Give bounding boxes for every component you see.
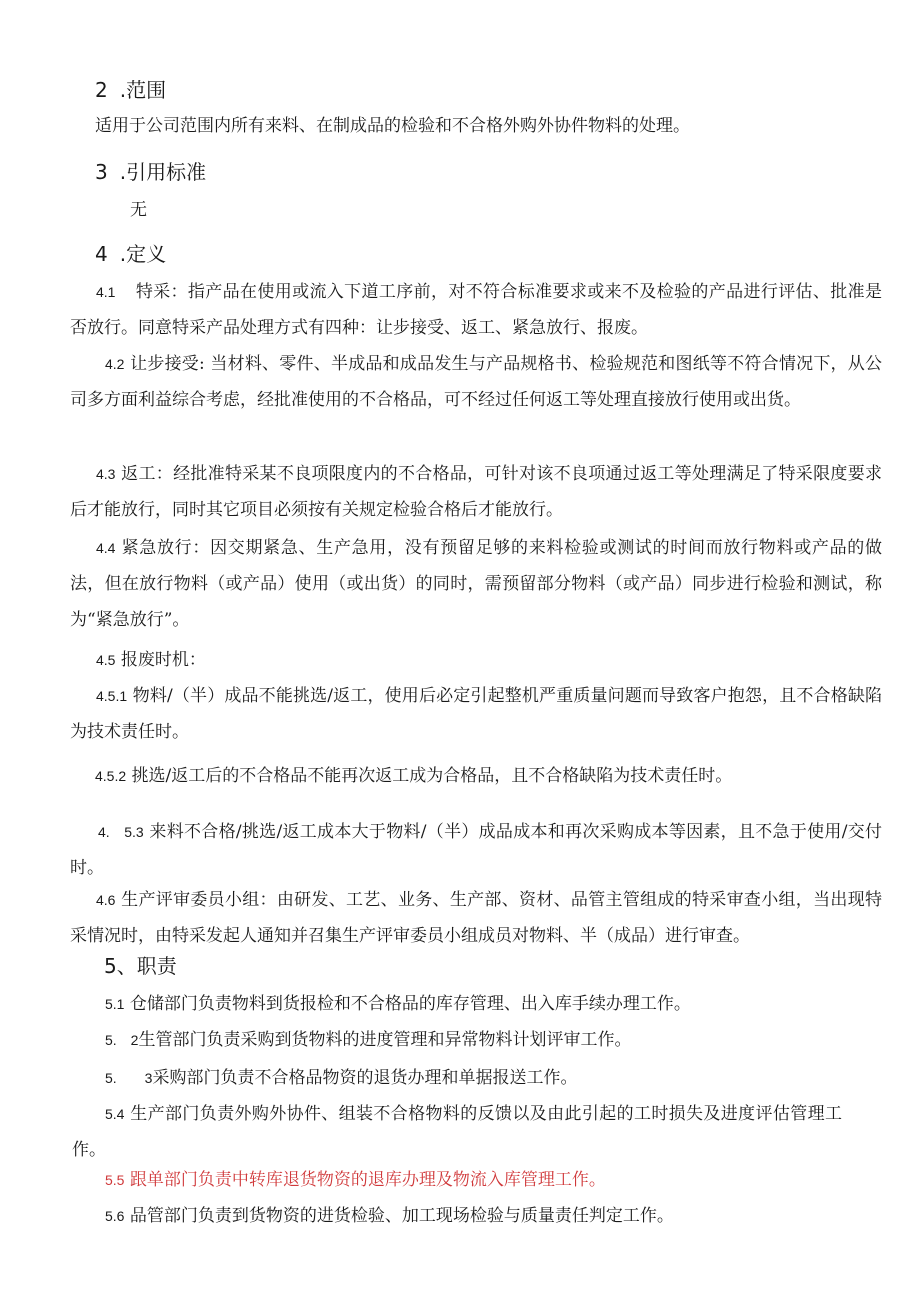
clause-text: 跟单部门负责中转库退货物资的退库办理及物流入库管理工作。	[129, 1170, 606, 1190]
duty-5-6	[105, 1198, 917, 1234]
definition-4-5-3	[70, 814, 882, 886]
duty-5-3	[105, 1060, 917, 1096]
clause-text: 特采：指产品在使用或流入下道工序前，对不符合标准要求或来不及检验的产品进行评估、批准是否放行。同意特采产品处理方式有四种：让步接受、返工、紧急放行、报废。	[70, 282, 882, 338]
clause-number: 4.6	[96, 892, 116, 908]
clause-number: 4. 5.3	[98, 824, 144, 840]
clause-text: 仓储部门负责物料到货报检和不合格品的库存管理、出入库手续办理工作。	[129, 994, 691, 1014]
clause-text: 返工：经批准特采某不良项限度内的不合格品，可针对该不良项通过返工等处理满足了特采限度要求后才能放行，同时其它项目必须按有关规定检验合格后才能放行。	[70, 464, 882, 520]
clause-number: 5. 2	[105, 1032, 139, 1048]
definition-4-5-1	[70, 678, 882, 750]
clause-text: 生产部门负责外购外协件、组装不合格物料的反馈以及由此引起的工时损失及进度评估管理工作。	[72, 1104, 843, 1160]
scope-paragraph: 适用于公司范围内所有来料、在制成品的检验和不合格外购外协件物料的处理。	[95, 116, 690, 136]
clause-number: 4.4	[96, 540, 116, 556]
section-3-heading	[95, 160, 206, 184]
clause-text: 采购部门负责不合格品物资的退货办理和单据报送工作。	[152, 1068, 578, 1088]
section-title: .定义	[119, 242, 167, 266]
clause-text: 紧急放行：因交期紧急、生产急用，没有预留足够的来料检验或测试的时间而放行物料或产品的做法，但在放行物料（或产品）使用（或出货）的同时，需预留部分物料（或产品）同步进行检验和测试，称为“紧急放行”。	[70, 538, 883, 630]
clause-text: 物料/（半）成品不能挑选/返工，使用后必定引起整机严重质量问题而导致客户抱怨，且不合格缺陷为技术责任时。	[70, 686, 883, 742]
clause-text: 生产评审委员小组：由研发、工艺、业务、生产部、资材、品管主管组成的特采审查小组，当出现特采情况时，由特采发起人通知并召集生产评审委员小组成员对物料、半（成品）进行审查。	[70, 890, 882, 946]
clause-number: 4.5.2	[95, 768, 127, 784]
clause-text: 挑选/返工后的不合格品不能再次返工成为合格品，且不合格缺陷为技术责任时。	[131, 766, 733, 786]
clause-number: 4.5	[96, 652, 116, 668]
section-title: .引用标准	[119, 160, 207, 184]
clause-number: 5.5	[105, 1172, 125, 1188]
section-4-heading	[95, 242, 166, 266]
definition-4-4	[70, 530, 882, 638]
definition-4-1	[70, 274, 882, 346]
clause-number: 5. 3	[105, 1070, 153, 1086]
clause-text: 品管部门负责到货物资的进货检验、加工现场检验与质量责任判定工作。	[129, 1206, 674, 1226]
clause-text: 让步接受: 当材料、零件、半成品和成品发生与产品规格书、检验规范和图纸等不符合情况下，从公司多方面利益综合考虑，经批准使用的不合格品，可不经过任何返工等处理直接放行使用或出货。	[70, 354, 882, 410]
definition-4-5	[96, 642, 908, 678]
definition-4-3	[70, 456, 882, 528]
section-title: 5、职责	[104, 954, 177, 978]
section-number: 4	[95, 242, 108, 266]
duty-5-5	[105, 1162, 917, 1198]
section-number: 2	[95, 78, 108, 102]
duty-5-2	[105, 1022, 917, 1058]
clause-text: 报废时机：	[120, 650, 206, 670]
definition-4-2	[70, 346, 882, 418]
section-2-heading	[95, 78, 166, 102]
clause-number: 5.4	[105, 1106, 125, 1122]
clause-number: 4.2	[105, 356, 125, 372]
clause-text: 来料不合格/挑选/返工成本大于物料/（半）成品成本和再次采购成本等因素，且不急于使用/交付时。	[70, 822, 882, 878]
clause-number: 4.5.1	[96, 688, 128, 704]
definition-4-5-2	[95, 758, 907, 794]
definition-4-6	[70, 882, 882, 954]
section-title: .范围	[119, 78, 167, 102]
clause-number: 5.1	[105, 996, 125, 1012]
reference-standard-text: 无	[130, 200, 147, 220]
section-5-heading	[104, 954, 177, 978]
duty-5-1	[105, 986, 917, 1022]
clause-number: 5.6	[105, 1208, 125, 1224]
duty-5-4	[72, 1096, 842, 1168]
clause-number: 4.3	[96, 466, 116, 482]
clause-text: 生管部门负责采购到货物料的进度管理和异常物料计划评审工作。	[138, 1030, 632, 1050]
section-number: 3	[95, 160, 108, 184]
clause-number: 4.1	[96, 284, 116, 300]
